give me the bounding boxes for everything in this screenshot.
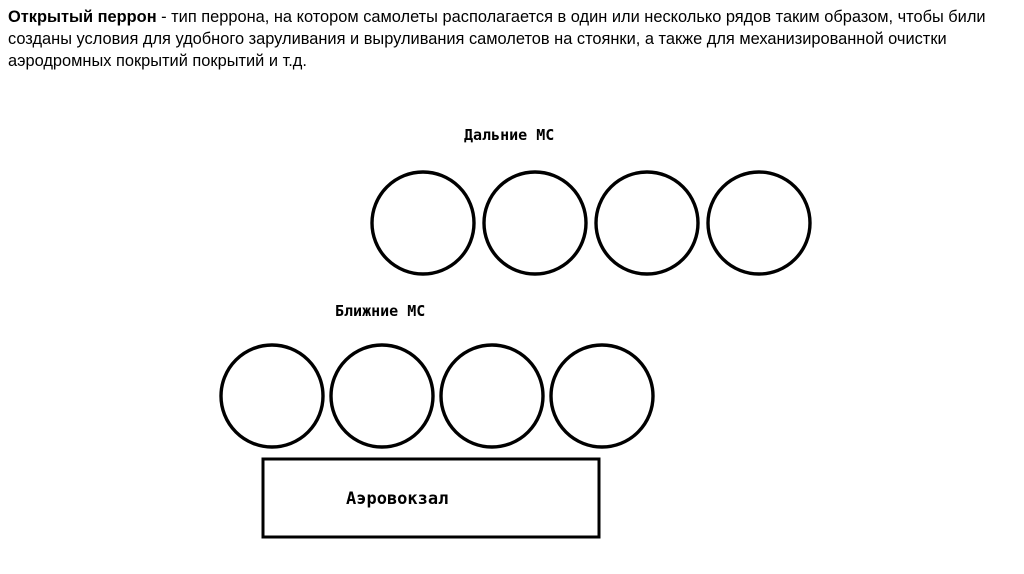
far-stand-3 bbox=[596, 172, 698, 274]
far-stand-2 bbox=[484, 172, 586, 274]
terminal-label: Аэровокзал bbox=[346, 489, 449, 509]
intro-text: - тип перрона, на котором самолеты располагается в один или несколько рядов таким образом, чтобы били созданы условия для удобного заруливания и выруливания самолетов на стоянки, а также для механизированной очистки аэродромных покрытий покрытий и т.д. bbox=[8, 8, 986, 70]
far-stands-row bbox=[372, 172, 810, 274]
near-stands-row bbox=[221, 345, 653, 447]
near-row-label: Ближние МС bbox=[335, 302, 426, 320]
near-stand-3 bbox=[441, 345, 543, 447]
far-row-label: Дальние МС bbox=[464, 126, 555, 144]
far-stand-1 bbox=[372, 172, 474, 274]
intro-term: Открытый перрон bbox=[8, 8, 157, 26]
far-stand-4 bbox=[708, 172, 810, 274]
near-stand-4 bbox=[551, 345, 653, 447]
near-stand-1 bbox=[221, 345, 323, 447]
near-stand-2 bbox=[331, 345, 433, 447]
